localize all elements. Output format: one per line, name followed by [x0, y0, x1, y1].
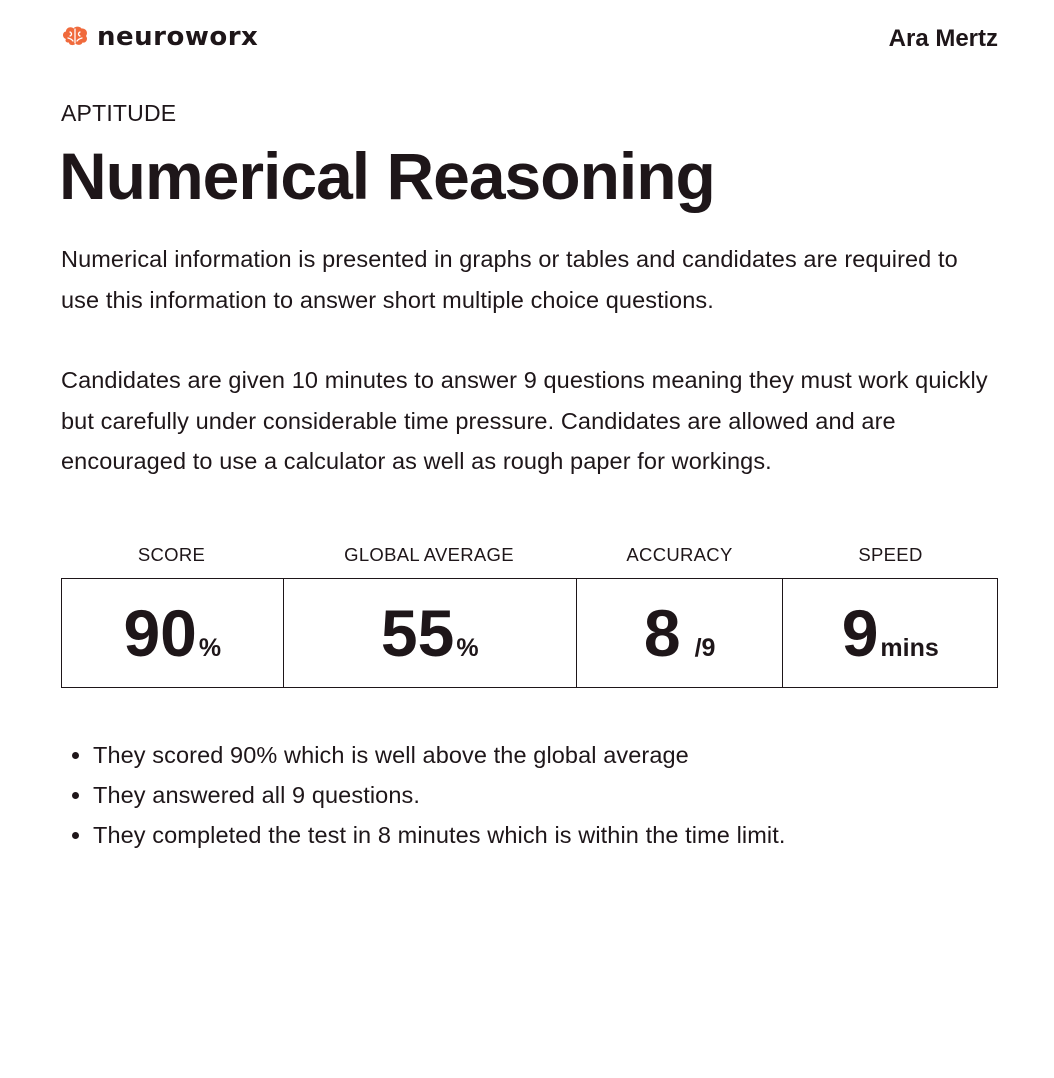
accuracy-unit: /9: [694, 634, 716, 662]
accuracy-cell: [576, 579, 783, 687]
score-cell: [62, 579, 283, 687]
bullet-icon: [72, 792, 79, 799]
summary-list: [61, 735, 1001, 855]
user-name[interactable]: Ara Mertz: [888, 25, 998, 52]
brand-logo[interactable]: [61, 22, 258, 52]
description-paragraph-2: Candidates are given 10 minutes to answer 9 questions meaning they must work quickly but carefully under considerable time pressure. Candidates are allowed and are encouraged to use a calculator as well as rough paper for workings.: [61, 367, 988, 474]
speed-cell: [782, 579, 997, 687]
stats-table: [61, 540, 998, 688]
list-item: [61, 775, 1001, 815]
speed-unit: mins: [880, 634, 939, 662]
global-average-label: GLOBAL AVERAGE: [344, 544, 514, 565]
score-label: SCORE: [137, 544, 206, 565]
speed-value: 9: [841, 596, 879, 670]
summary-text: They scored 90% which is well above the global average: [93, 742, 689, 768]
global-average-unit: %: [456, 634, 479, 662]
accuracy-label: ACCURACY: [626, 544, 733, 565]
brain-icon: [61, 25, 89, 49]
brand-name: neuroworx: [97, 22, 259, 52]
list-item: [61, 815, 1001, 855]
stats-value-row: [61, 578, 998, 688]
page-header: [61, 22, 998, 54]
global-average-cell: [283, 579, 576, 687]
description-paragraph-1: Numerical information is presented in graphs or tables and candidates are required to use this information to answer short multiple choice questions.: [61, 246, 958, 313]
summary-text: They completed the test in 8 minutes which is within the time limit.: [93, 822, 786, 848]
bullet-icon: [72, 752, 79, 759]
summary-text: They answered all 9 questions.: [93, 782, 420, 808]
score-value: 90: [123, 596, 197, 670]
stats-header-row: [61, 540, 998, 578]
bullet-icon: [72, 832, 79, 839]
global-average-value: 55: [380, 596, 455, 670]
page-title: Numerical Reasoning: [59, 139, 715, 213]
accuracy-value: 8: [643, 596, 681, 670]
category-label: APTITUDE: [61, 100, 177, 126]
list-item: [61, 735, 1001, 775]
score-unit: %: [198, 634, 222, 662]
speed-label: SPEED: [858, 544, 923, 565]
